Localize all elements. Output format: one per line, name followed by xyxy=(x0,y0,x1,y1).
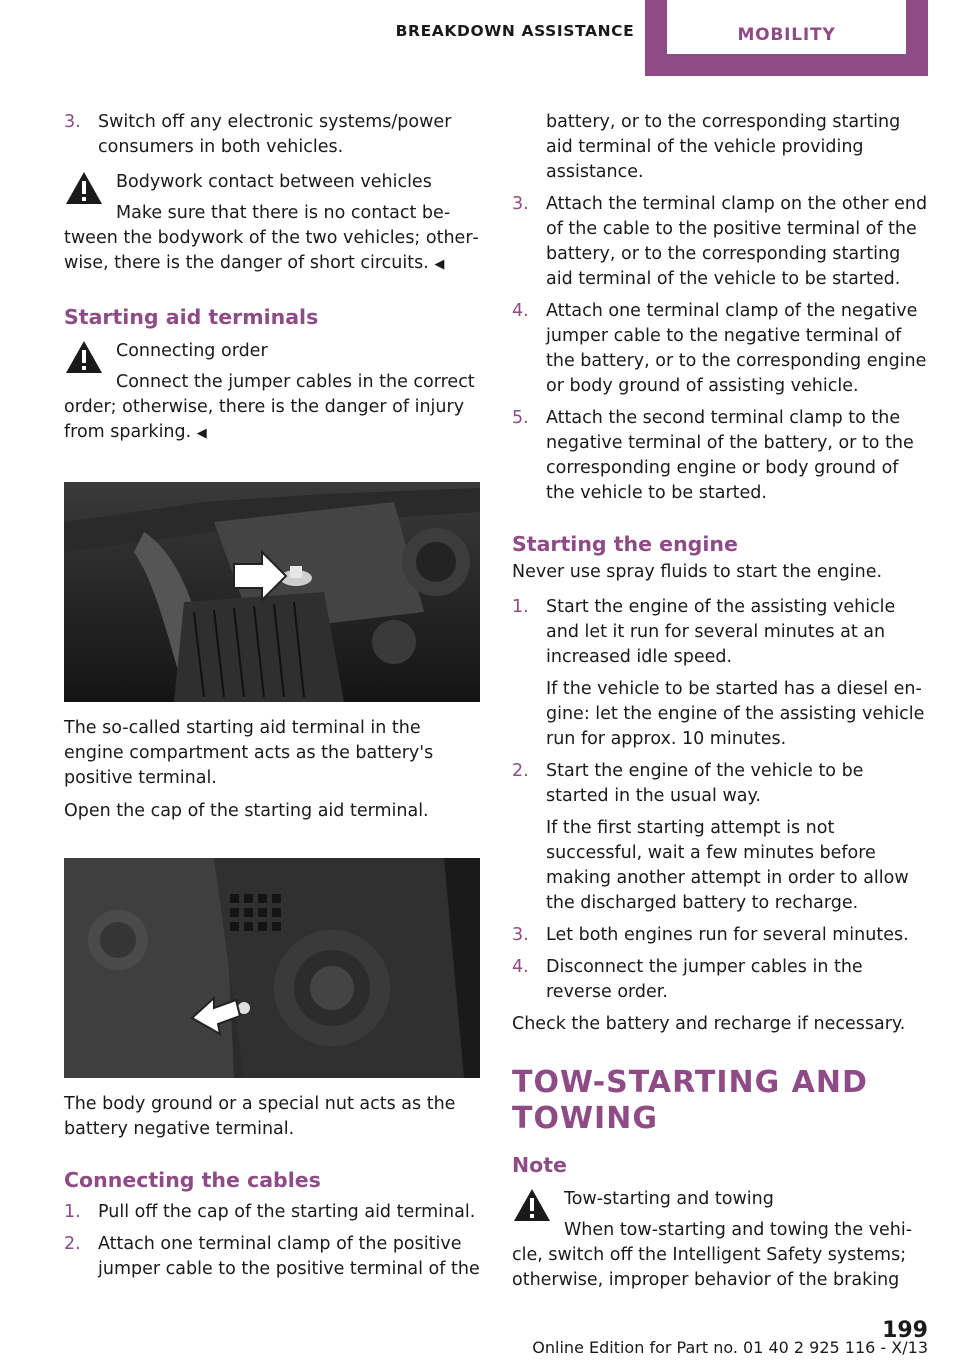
edition-note: Online Edition for Part no. 01 40 2 925 116 - X/13 xyxy=(532,1338,928,1357)
list-item xyxy=(512,923,928,948)
list-item xyxy=(512,595,928,752)
list-text: Switch off any electronic systems/power consumers in both vehicles. xyxy=(98,112,452,157)
list-text: Disconnect the jumper cables in the reverse order. xyxy=(546,957,863,1002)
warning-title: Connecting order xyxy=(116,341,268,361)
body-ground-photo xyxy=(64,858,480,1078)
intro-text: Never use spray fluids to start the engine. xyxy=(512,562,883,582)
list-subtext: If the vehicle to be started has a diesel engine: let the engine of the assisting vehicle run for approx. 10 minutes. xyxy=(546,679,925,749)
section-heading: Connecting the cables xyxy=(64,1168,321,1192)
warning-title: Tow-starting and towing xyxy=(564,1189,774,1209)
list-number: 3. xyxy=(512,925,529,945)
list-number: 5. xyxy=(512,408,529,428)
list-item xyxy=(512,192,928,292)
list-number: 3. xyxy=(512,194,529,214)
right-column xyxy=(512,110,928,1293)
page-footer xyxy=(0,1318,960,1362)
body-text: Check the battery and recharge if necessary. xyxy=(512,1014,906,1034)
engine-compartment-photo xyxy=(64,482,480,702)
section-heading: Note xyxy=(512,1153,567,1177)
chapter-tab xyxy=(645,0,928,76)
left-column xyxy=(64,110,482,1282)
list-number: 3. xyxy=(64,112,81,132)
warning-text: Connect the jumper cables in the correct order; otherwise, there is the danger of injury from sparking. xyxy=(64,372,475,442)
warning-triangle-icon xyxy=(64,170,104,206)
warning-text: When tow-starting and towing the vehicle, switch off the Intelligent Safety systems; otherwise, improper behavior of the braking xyxy=(512,1220,913,1290)
list-item xyxy=(512,955,928,1005)
list-number: 4. xyxy=(512,301,529,321)
list-text: Attach the terminal clamp on the other end of the cable to the positive terminal of the battery, or to the corresponding starting aid terminal of the vehicle to be started. xyxy=(546,194,928,289)
list-text: Start the engine of the assisting vehicle and let it run for several minutes at an increased idle speed. xyxy=(546,597,896,667)
warning-block xyxy=(64,170,482,277)
chapter-tab-label: MOBILITY xyxy=(667,0,906,54)
list-item xyxy=(512,759,928,916)
list-item xyxy=(64,110,482,160)
end-mark-icon: ◀ xyxy=(196,426,207,441)
list-continuation: battery, or to the corresponding starting aid terminal of the vehicle providing assistance. xyxy=(546,112,901,182)
list-number: 2. xyxy=(64,1234,81,1254)
list-text: Attach the second terminal clamp to the negative terminal of the battery, or to the corresponding engine or body ground of the vehicle to be started. xyxy=(546,408,914,503)
list-text: Pull off the cap of the starting aid terminal. xyxy=(98,1202,476,1222)
page-number: 199 xyxy=(882,1318,928,1343)
warning-block xyxy=(64,339,482,446)
chapter-heading: TOW-STARTING AND TOWING xyxy=(512,1065,868,1136)
photo-caption: The body ground or a special nut acts as the battery negative terminal. xyxy=(64,1094,456,1139)
list-number: 2. xyxy=(512,761,529,781)
warning-text: Make sure that there is no contact between the bodywork of the two vehicles; otherwise, there is the danger of short circuits. xyxy=(64,203,479,273)
list-number: 1. xyxy=(512,597,529,617)
photo-caption: Open the cap of the starting aid terminal. xyxy=(64,801,429,821)
list-item xyxy=(64,1200,482,1225)
list-text: Attach one terminal clamp of the negative jumper cable to the negative terminal of the battery, or to the corresponding engine or body ground of assisting vehicle. xyxy=(546,301,927,396)
list-text: Start the engine of the vehicle to be started in the usual way. xyxy=(546,761,864,806)
warning-title: Bodywork contact between vehicles xyxy=(116,172,432,192)
list-item xyxy=(512,406,928,506)
list-text: Attach one terminal clamp of the positive jumper cable to the positive terminal of the xyxy=(98,1234,480,1279)
list-subtext: If the first starting attempt is not successful, wait a few minutes before making another attempt in order to allow the discharged battery to recharge. xyxy=(546,818,909,913)
section-heading: Starting aid terminals xyxy=(64,305,319,329)
warning-triangle-icon xyxy=(512,1187,552,1223)
photo-caption: The so-called starting aid terminal in the engine compartment acts as the battery's positive terminal. xyxy=(64,718,434,788)
section-heading: Starting the engine xyxy=(512,532,738,556)
warning-triangle-icon xyxy=(64,339,104,375)
list-text: Let both engines run for several minutes. xyxy=(546,925,909,945)
list-item xyxy=(512,299,928,399)
list-number: 1. xyxy=(64,1202,81,1222)
end-mark-icon: ◀ xyxy=(434,257,445,272)
warning-block xyxy=(512,1187,928,1293)
list-item xyxy=(64,1232,482,1282)
running-header: BREAKDOWN ASSISTANCE xyxy=(395,22,635,40)
list-number: 4. xyxy=(512,957,529,977)
